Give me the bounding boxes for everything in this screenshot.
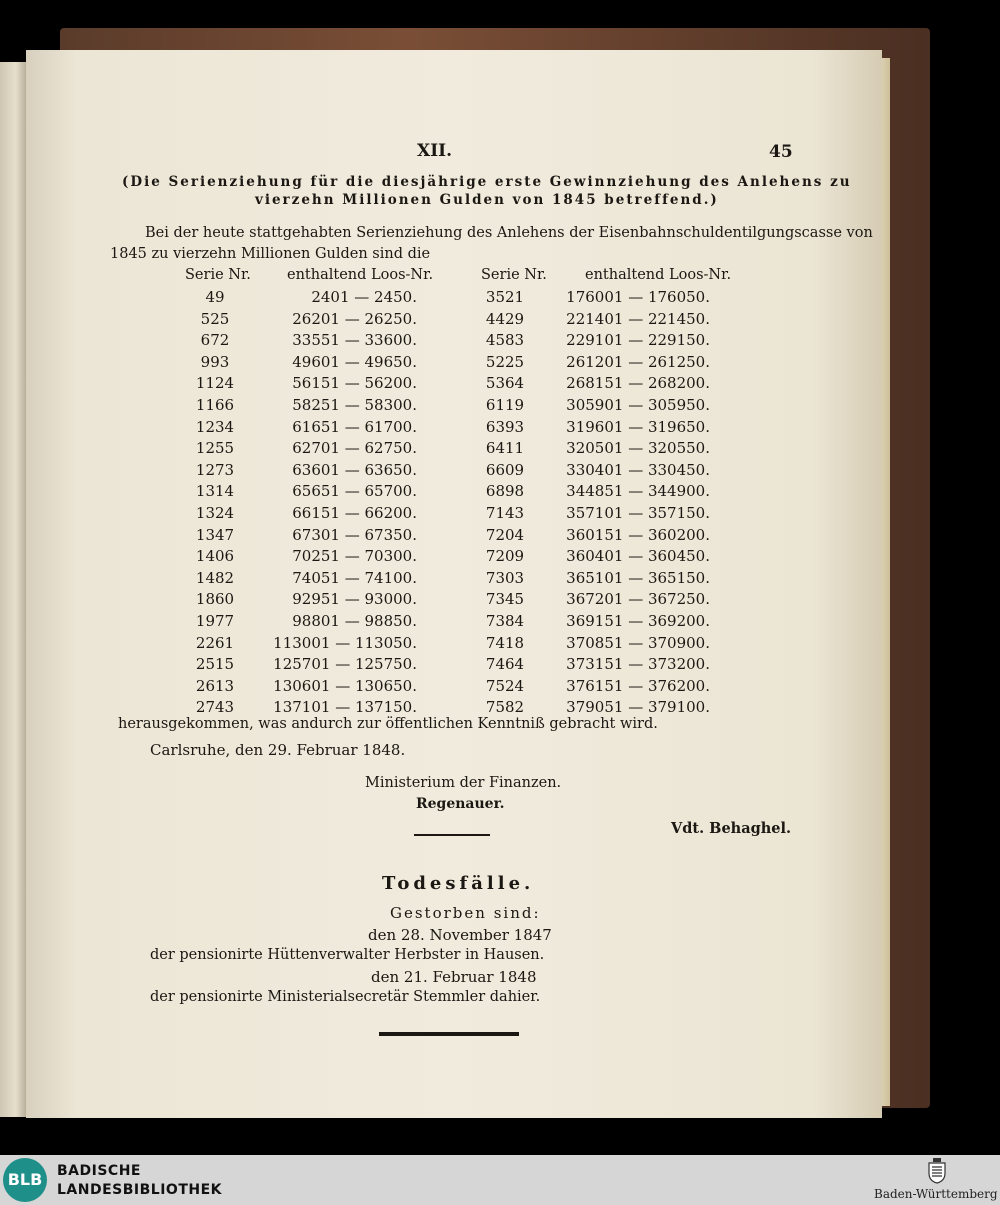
loos-range-cell: 357101 — 357150. <box>566 503 710 522</box>
left-page-edge <box>0 62 26 1117</box>
loos-range-cell: 261201 — 261250. <box>566 352 710 371</box>
divider-short <box>414 834 490 836</box>
loos-range-cell: 70251 — 70300. <box>292 547 417 566</box>
serie-number-cell: 1124 <box>195 374 235 393</box>
loos-range-cell: 360401 — 360450. <box>566 547 710 566</box>
loos-range-cell: 176001 — 176050. <box>566 288 710 306</box>
serie-number-cell: 1860 <box>195 590 235 609</box>
column-header-serie: Serie Nr. <box>185 267 251 283</box>
death-1-text: der pensionirte Hüttenverwalter Herbster in Hausen. <box>150 947 545 963</box>
serie-number-cell: 7345 <box>485 590 525 609</box>
serie-number-cell: 993 <box>200 352 230 371</box>
loos-range-cell: 360151 — 360200. <box>566 525 710 544</box>
serie-number-cell: 1324 <box>195 503 235 522</box>
serie-number-cell: 1273 <box>195 460 235 479</box>
serie-number-cell: 4429 <box>485 309 525 328</box>
baden-wuerttemberg-label: Baden-Württemberg <box>874 1187 998 1201</box>
library-name[interactable] <box>57 1162 222 1200</box>
blb-logo[interactable]: BLB <box>3 1158 47 1202</box>
vdt-signature: Vdt. Behaghel. <box>671 820 792 837</box>
intro-line-2: 1845 zu vierzehn Millionen Gulden sind die <box>110 246 431 262</box>
loos-range-cell: 130601 — 130650. <box>273 676 417 695</box>
column-header-serie-2: Serie Nr. <box>481 267 547 283</box>
library-name-line-2: LANDESBIBLIOTHEK <box>57 1182 223 1198</box>
serie-number-cell: 7204 <box>485 525 525 544</box>
loos-range-cell: 369151 — 369200. <box>566 611 710 630</box>
serie-number-cell: 4583 <box>485 331 525 350</box>
ministry-name: Ministerium der Finanzen. <box>365 775 562 791</box>
loos-range-cell: 56151 — 56200. <box>292 374 417 393</box>
serie-number-cell: 49 <box>205 288 225 306</box>
serie-column-left <box>175 287 255 719</box>
serie-number-cell: 7209 <box>485 547 525 566</box>
column-header-loos-2: enthaltend Loos-Nr. <box>585 267 732 283</box>
loos-range-cell: 367201 — 367250. <box>566 590 710 609</box>
serie-number-cell: 672 <box>200 331 230 350</box>
section-number: XII. <box>417 141 453 161</box>
serie-number-cell: 1314 <box>195 482 235 501</box>
death-2-text: der pensionirte Ministerialsecretär Stemmler dahier. <box>150 989 541 1005</box>
serie-number-cell: 1255 <box>195 439 235 458</box>
loos-range-cell: 365101 — 365150. <box>566 568 710 587</box>
serie-number-cell: 2613 <box>195 676 235 695</box>
closing-sentence: herausgekommen, was andurch zur öffentlichen Kenntniß gebracht wird. <box>118 716 658 732</box>
loos-range-cell: 49601 — 49650. <box>292 352 417 371</box>
loos-range-cell: 379051 — 379100. <box>566 698 710 717</box>
serie-number-cell: 7384 <box>485 611 525 630</box>
page-number: 45 <box>769 142 793 162</box>
serie-number-cell: 7524 <box>485 676 525 695</box>
place-date: Carlsruhe, den 29. Februar 1848. <box>150 741 406 759</box>
serie-number-cell: 6119 <box>485 395 525 414</box>
loos-range-cell: 92951 — 93000. <box>292 590 417 609</box>
serie-number-cell: 6898 <box>485 482 525 501</box>
loos-range-cell: 74051 — 74100. <box>292 568 417 587</box>
serie-number-cell: 2743 <box>195 698 235 717</box>
loos-range-cell: 137101 — 137150. <box>273 698 417 717</box>
serie-number-cell: 1406 <box>195 547 235 566</box>
loos-range-cell: 125701 — 125750. <box>273 655 417 674</box>
loos-range-cell: 58251 — 58300. <box>292 395 417 414</box>
heading-line-2: vierzehn Millionen Gulden von 1845 betreffend.) <box>255 192 719 208</box>
serie-number-cell: 2515 <box>195 655 235 674</box>
serie-number-cell: 525 <box>200 309 230 328</box>
deaths-title: Todesfälle. <box>382 873 535 894</box>
serie-number-cell: 6609 <box>485 460 525 479</box>
loos-range-cell: 376151 — 376200. <box>566 676 710 695</box>
serie-number-cell: 1977 <box>195 611 235 630</box>
serie-number-cell: 6393 <box>485 417 525 436</box>
loos-column-right <box>545 287 710 719</box>
serie-number-cell: 7464 <box>485 655 525 674</box>
loos-range-cell: 67301 — 67350. <box>292 525 417 544</box>
loos-range-cell: 33551 — 33600. <box>292 331 417 350</box>
loos-range-cell: 268151 — 268200. <box>566 374 710 393</box>
loos-range-cell: 229101 — 229150. <box>566 331 710 350</box>
column-header-loos: enthaltend Loos-Nr. <box>287 267 434 283</box>
loos-range-cell: 330401 — 330450. <box>566 460 710 479</box>
serie-number-cell: 7582 <box>485 698 525 717</box>
serie-number-cell: 7418 <box>485 633 525 652</box>
loos-range-cell: 320501 — 320550. <box>566 439 710 458</box>
serie-number-cell: 1234 <box>195 417 235 436</box>
loos-range-cell: 305901 — 305950. <box>566 395 710 414</box>
loos-range-cell: 370851 — 370900. <box>566 633 710 652</box>
loos-range-cell: 319601 — 319650. <box>566 417 710 436</box>
serie-number-cell: 7303 <box>485 568 525 587</box>
loos-range-cell: 26201 — 26250. <box>292 309 417 328</box>
loos-range-cell: 2401 — 2450. <box>311 288 417 306</box>
loos-range-cell: 344851 — 344900. <box>566 482 710 501</box>
serie-column-right <box>465 287 545 719</box>
deaths-subtitle: Gestorben sind: <box>390 904 541 922</box>
minister-signature: Regenauer. <box>416 796 505 812</box>
serie-number-cell: 3521 <box>485 288 525 306</box>
loos-range-cell: 63601 — 63650. <box>292 460 417 479</box>
loos-range-cell: 61651 — 61700. <box>292 417 417 436</box>
loos-column-left <box>255 287 417 719</box>
divider-thick <box>379 1032 519 1036</box>
loos-range-cell: 98801 — 98850. <box>292 611 417 630</box>
serie-number-cell: 2261 <box>195 633 235 652</box>
serie-number-cell: 1347 <box>195 525 235 544</box>
serie-number-cell: 1166 <box>195 395 235 414</box>
serie-number-cell: 1482 <box>195 568 235 587</box>
loos-range-cell: 62701 — 62750. <box>292 439 417 458</box>
loos-range-cell: 113001 — 113050. <box>273 633 417 652</box>
intro-line-1: Bei der heute stattgehabten Serienziehung des Anlehens der Eisenbahnschuldentilgungscasse von <box>145 225 873 241</box>
loos-range-cell: 65651 — 65700. <box>292 482 417 501</box>
loos-range-cell: 221401 — 221450. <box>566 309 710 328</box>
serie-number-cell: 5225 <box>485 352 525 371</box>
death-1-date: den 28. November 1847 <box>368 926 552 944</box>
heading-line-1: (Die Serienziehung für die diesjährige erste Gewinnziehung des Anlehens zu <box>122 174 852 190</box>
loos-range-cell: 373151 — 373200. <box>566 655 710 674</box>
loos-range-cell: 66151 — 66200. <box>292 503 417 522</box>
serie-number-cell: 7143 <box>485 503 525 522</box>
death-2-date: den 21. Februar 1848 <box>371 968 537 986</box>
serie-number-cell: 5364 <box>485 374 525 393</box>
baden-wuerttemberg-crest-icon <box>926 1158 948 1184</box>
library-name-line-1: BADISCHE <box>57 1163 141 1179</box>
serie-number-cell: 6411 <box>485 439 525 458</box>
